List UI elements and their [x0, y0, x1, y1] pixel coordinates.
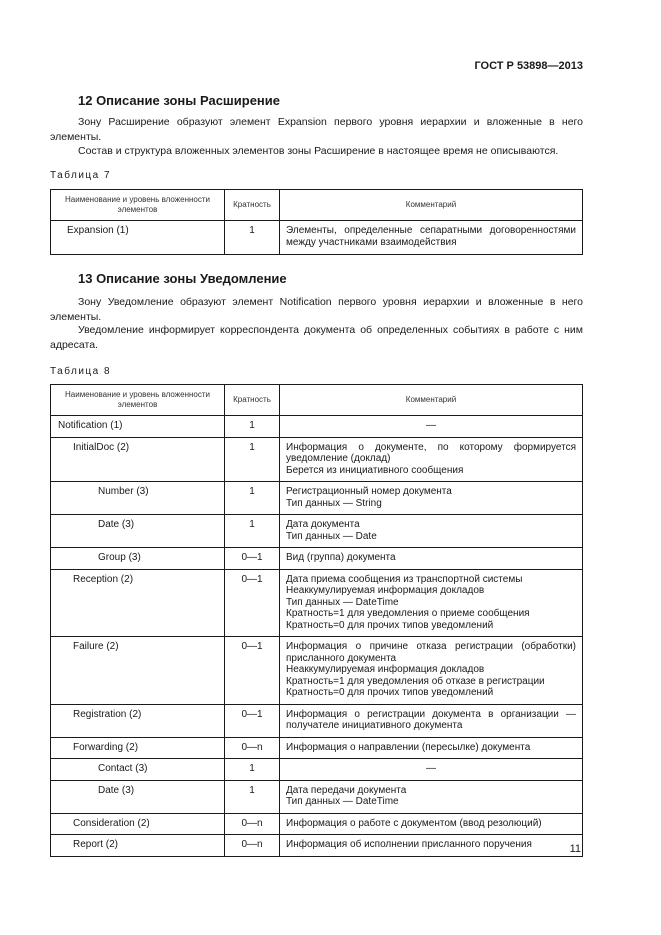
element-name: Date (3) — [51, 515, 225, 548]
comment-line: Тип данных — Date — [286, 530, 377, 542]
page-number: 11 — [569, 843, 581, 855]
element-multiplicity: 0—1 — [225, 637, 280, 705]
element-multiplicity: 1 — [225, 437, 280, 482]
comment-line: Кратность=0 для прочих типов уведомлений — [286, 619, 494, 631]
comment-line: Информация о работе с документом (ввод резолюций) — [286, 817, 542, 829]
element-comment — [280, 637, 583, 705]
element-multiplicity: 0—1 — [225, 569, 280, 637]
comment-line: Дата передачи документа — [286, 784, 407, 796]
comment-line: Тип данных — DateTime — [286, 796, 399, 807]
table-7-caption: Таблица 7 — [50, 170, 112, 181]
comment-line: Тип данных — String — [286, 497, 382, 509]
comment-line: Регистрационный номер документа — [286, 486, 452, 497]
element-multiplicity: 1 — [225, 221, 280, 255]
element-comment — [280, 835, 583, 857]
element-name: Report (2) — [51, 835, 225, 857]
comment-line: Информация о документе, по которому формируется уведомление (доклад) — [286, 441, 576, 464]
table-row — [51, 416, 583, 438]
table-7-header-name: Наименование и уровень вложенности элементов — [51, 190, 225, 221]
element-name: Registration (2) — [51, 704, 225, 737]
comment-line: — — [426, 763, 436, 774]
element-name: Notification (1) — [51, 416, 225, 438]
element-multiplicity: 0—1 — [225, 704, 280, 737]
element-multiplicity: 1 — [225, 759, 280, 781]
table-row — [51, 515, 583, 548]
element-name: InitialDoc (2) — [51, 437, 225, 482]
comment-line: Берется из инициативного сообщения — [286, 464, 464, 476]
table-row — [51, 780, 583, 813]
table-7-header-multiplicity: Кратность — [225, 190, 280, 221]
comment-line: Информация о регистрации документа в организации — получателе инициативного документа — [286, 708, 576, 731]
element-comment — [280, 515, 583, 548]
element-comment — [280, 737, 583, 759]
table-7-header-row — [51, 190, 583, 221]
element-comment — [280, 416, 583, 438]
element-comment — [280, 482, 583, 515]
table-row — [51, 569, 583, 637]
element-name: Forwarding (2) — [51, 737, 225, 759]
table-row — [51, 835, 583, 857]
table-8-header-name: Наименование и уровень вложенности элементов — [51, 385, 225, 416]
document-code: ГОСТ Р 53898—2013 — [474, 60, 583, 72]
element-multiplicity: 1 — [225, 482, 280, 515]
comment-line: — — [426, 420, 436, 431]
element-comment — [280, 569, 583, 637]
table-row — [51, 737, 583, 759]
comment-line: Дата приема сообщения из транспортной системы — [286, 573, 523, 585]
comment-line: Элементы, определенные сепаратными договоренностями между участниками взаимодействия — [286, 225, 576, 248]
element-name: Contact (3) — [51, 759, 225, 781]
table-7-header-comment: Комментарий — [280, 190, 583, 221]
table-8-header-comment: Комментарий — [280, 385, 583, 416]
section-12-paragraph-2: Состав и структура вложенных элементов зоны Расширение в настоящее время не описываются. — [78, 145, 559, 157]
table-8-header-multiplicity: Кратность — [225, 385, 280, 416]
table-row — [51, 637, 583, 705]
element-multiplicity: 1 — [225, 515, 280, 548]
comment-line: Информация о направлении (пересылке) документа — [286, 741, 531, 753]
element-multiplicity: 1 — [225, 416, 280, 438]
comment-line: Неаккумулируемая информация докладов — [286, 664, 485, 675]
comment-line: Тип данных — DateTime — [286, 596, 399, 608]
table-row — [51, 813, 583, 835]
table-8 — [50, 384, 583, 857]
comment-line: Информация о причине отказа регистрации (обработки) присланного документа — [286, 641, 576, 664]
table-8-header-row — [51, 385, 583, 416]
element-multiplicity: 0—n — [225, 835, 280, 857]
element-name: Date (3) — [51, 780, 225, 813]
comment-line: Вид (группа) документа — [286, 552, 396, 563]
table-8-caption: Таблица 8 — [50, 366, 112, 377]
comment-line: Дата документа — [286, 519, 360, 530]
element-name: Group (3) — [51, 548, 225, 570]
section-12-paragraph-1: Зону Расширение образуют элемент Expansion первого уровня иерархии и вложенные в него элементы. — [50, 116, 583, 143]
table-7 — [50, 189, 583, 255]
element-name: Number (3) — [51, 482, 225, 515]
table-row — [51, 437, 583, 482]
element-comment — [280, 780, 583, 813]
table-row — [51, 482, 583, 515]
element-comment — [280, 548, 583, 570]
element-multiplicity: 0—n — [225, 813, 280, 835]
element-comment — [280, 221, 583, 255]
element-multiplicity: 0—n — [225, 737, 280, 759]
element-name: Failure (2) — [51, 637, 225, 705]
comment-line: Кратность=1 для уведомления о приеме сообщения — [286, 608, 530, 619]
section-13-paragraph-1: Зону Уведомление образуют элемент Notification первого уровня иерархии и вложенные в него элементы. — [50, 296, 583, 323]
table-row — [51, 548, 583, 570]
section-13-paragraph-2: Уведомление информирует корреспондента документа об определенных событиях в работе с ним адресата. — [50, 324, 583, 351]
table-row — [51, 704, 583, 737]
element-comment — [280, 704, 583, 737]
element-comment — [280, 437, 583, 482]
element-comment — [280, 813, 583, 835]
comment-line: Кратность=1 для уведомления об отказе в регистрации — [286, 675, 545, 687]
section-13-title: 13 Описание зоны Уведомление — [78, 271, 287, 286]
comment-line: Кратность=0 для прочих типов уведомлений — [286, 687, 494, 698]
comment-line: Информация об исполнении присланного поручения — [286, 839, 532, 850]
element-name: Consideration (2) — [51, 813, 225, 835]
section-12-title: 12 Описание зоны Расширение — [78, 93, 281, 108]
comment-line: Неаккумулируемая информация докладов — [286, 585, 485, 596]
element-name: Expansion (1) — [51, 221, 225, 255]
table-row — [51, 221, 583, 255]
element-multiplicity: 0—1 — [225, 548, 280, 570]
element-multiplicity: 1 — [225, 780, 280, 813]
table-row — [51, 759, 583, 781]
element-name: Reception (2) — [51, 569, 225, 637]
element-comment — [280, 759, 583, 781]
